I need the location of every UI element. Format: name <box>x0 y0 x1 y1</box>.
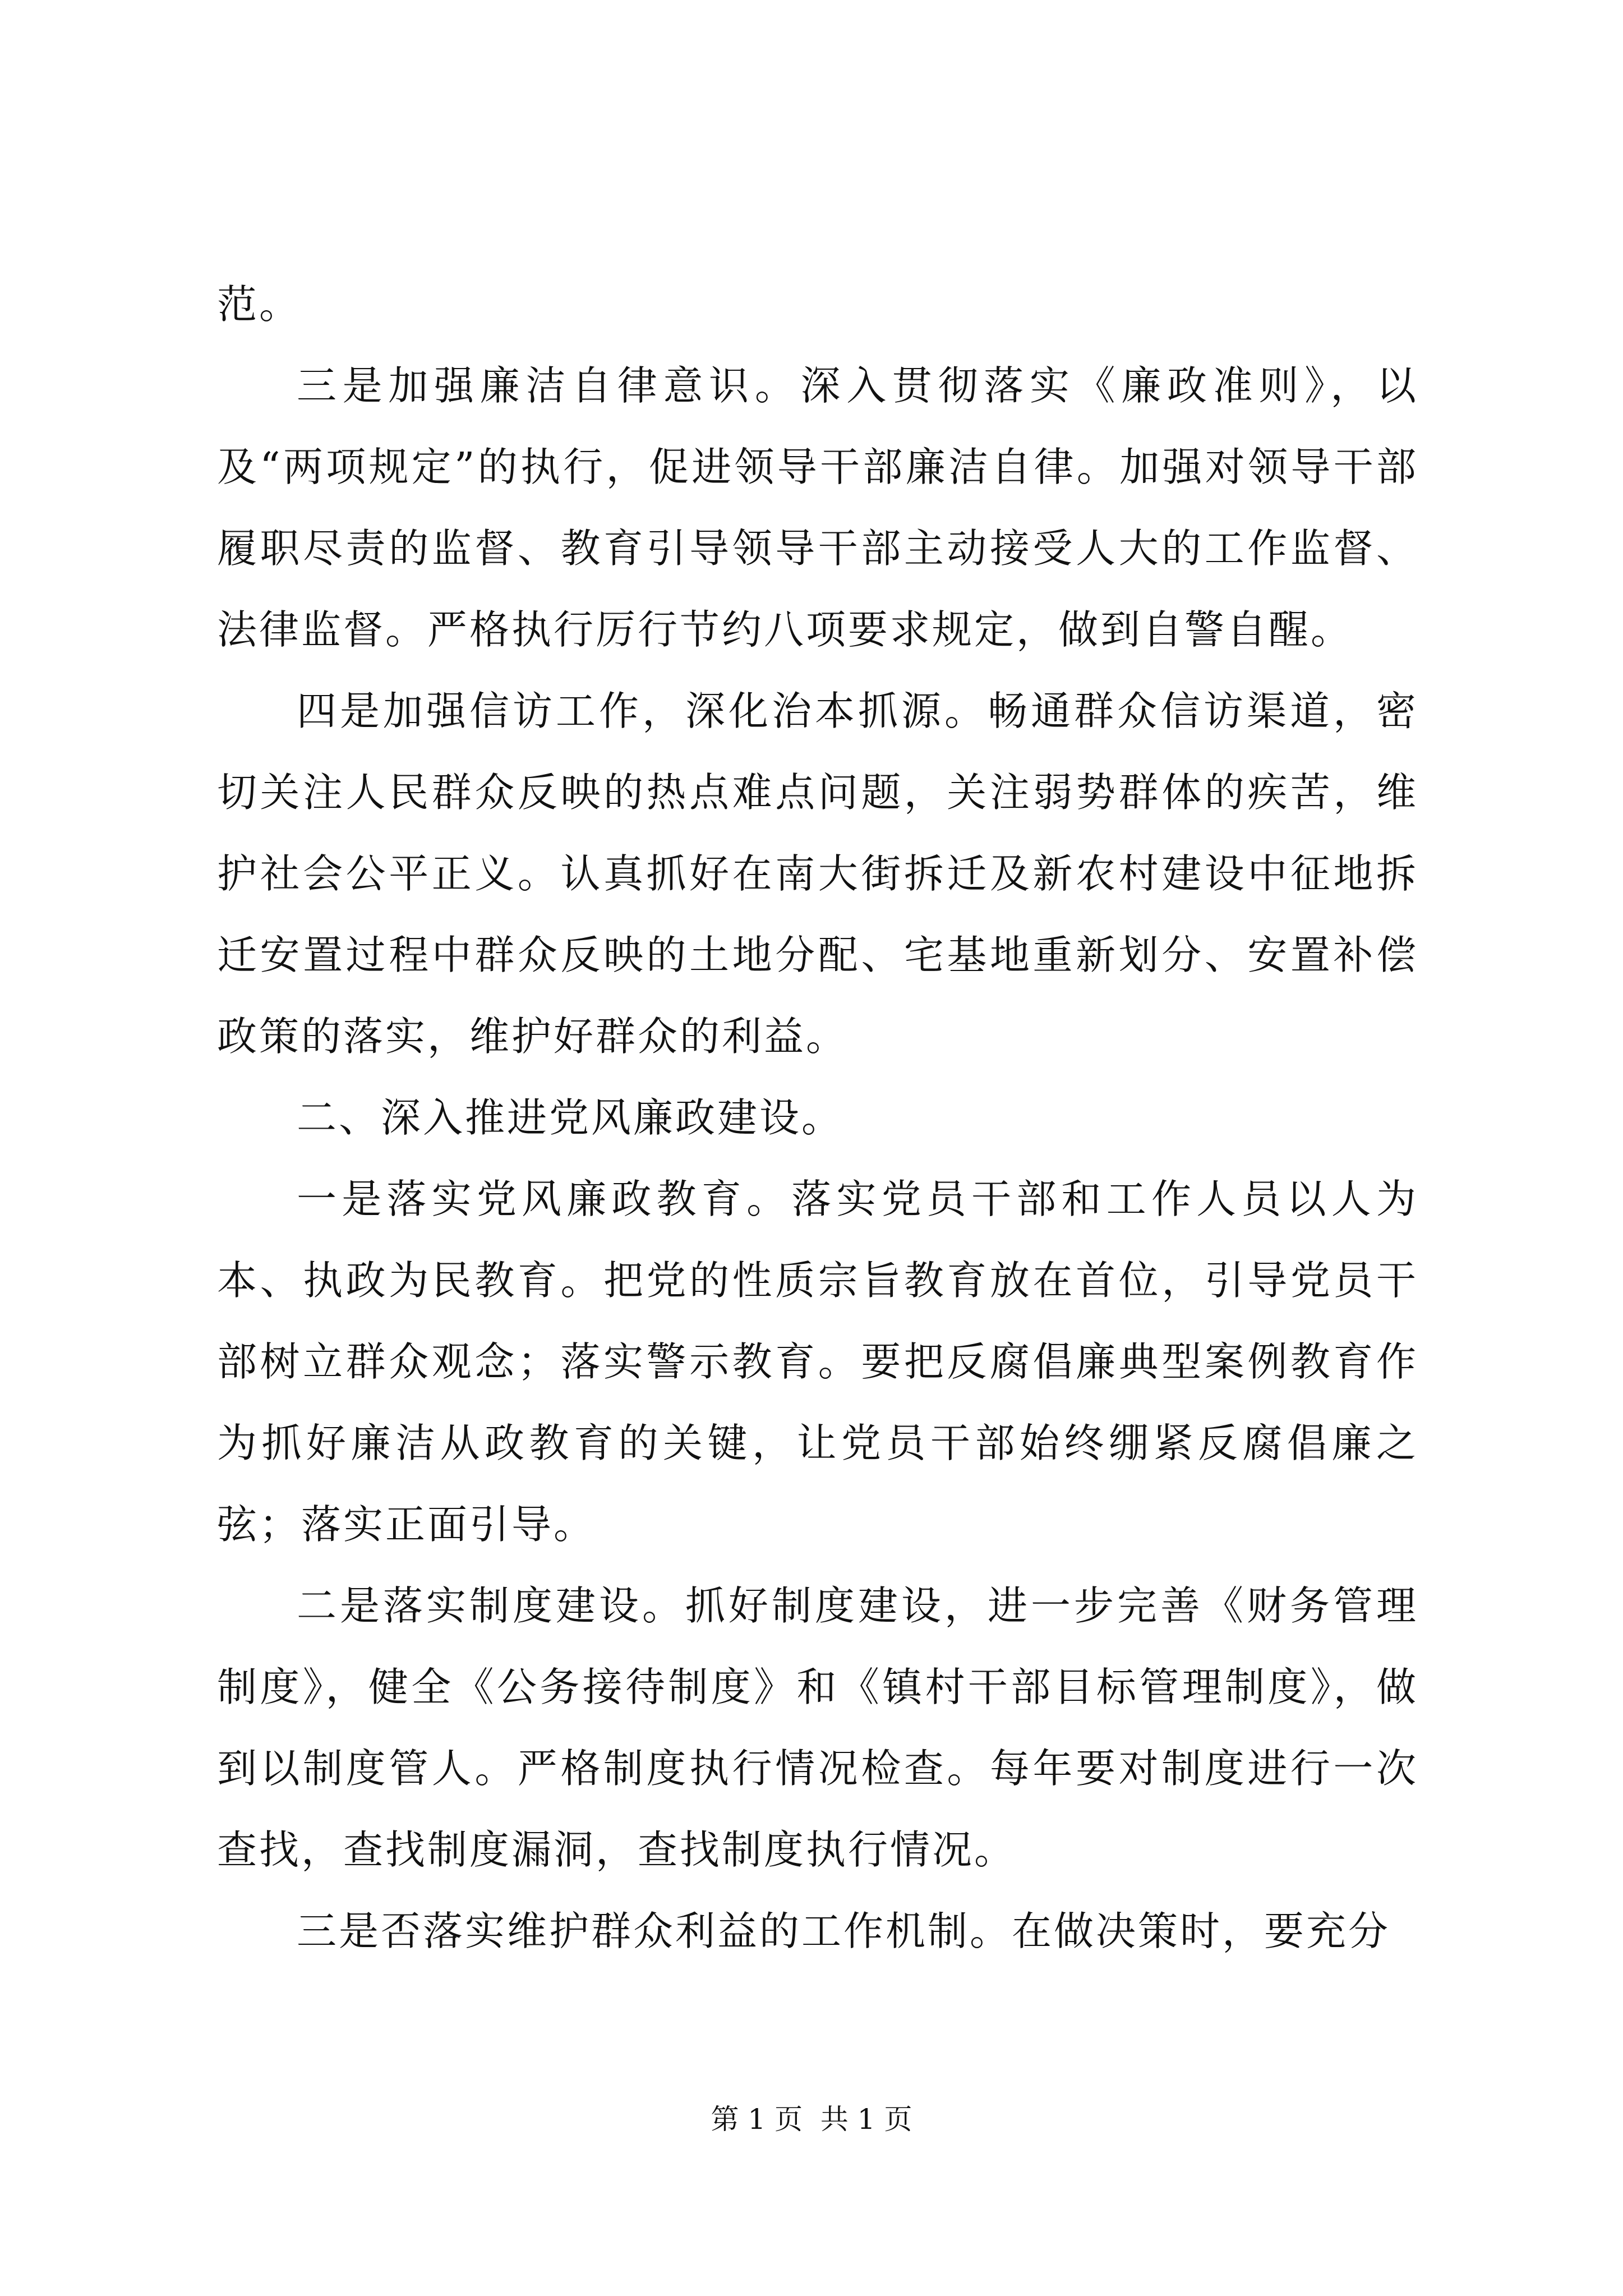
paragraph-integrity-self-discipline: 三是加强廉洁自律意识。深入贯彻落实《廉政准则》，以及“两项规定”的执行，促进领导干部廉洁自律。加强对领导干部履职尽责的监督、教育引导领导干部主动接受人大的工作监督、法律监督。严格执行厉行节约八项要求规定，做到自警自醒。 <box>217 362 1418 653</box>
paragraph-party-education: 一是落实党风廉政教育。落实党员干部和工作人员以人为本、执政为民教育。把党的性质宗旨教育放在首位，引导党员干部树立群众观念；落实警示教育。要把反腐倡廉典型案例教育作为抓好廉洁从政教育的关键，让党员干部始终绷紧反腐倡廉之弦；落实正面引导。 <box>217 1176 1418 1548</box>
document-body <box>217 264 1418 1972</box>
section-heading-party-conduct: 二、深入推进党风廉政建设。 <box>297 1094 844 1141</box>
paragraph-public-interest-mechanism: 三是否落实维护群众利益的工作机制。在做决策时，要充分 <box>297 1908 1391 1954</box>
paragraph-system-building: 二是落实制度建设。抓好制度建设，进一步完善《财务管理制度》，健全《公务接待制度》和《镇村干部目标管理制度》，做到以制度管人。严格制度执行情况检查。每年要对制度进行一次查找，查找制度漏洞，查找制度执行情况。 <box>217 1582 1418 1873</box>
paragraph-continuation: 范。 <box>217 281 302 328</box>
page-footer: 第 1 页 共 1 页 <box>711 2103 912 2136</box>
paragraph-petition-work: 四是加强信访工作，深化治本抓源。畅通群众信访渠道，密切关注人民群众反映的热点难点问题，关注弱势群体的疾苦，维护社会公平正义。认真抓好在南大街拆迁及新农村建设中征地拆迁安置过程中群众反映的土地分配、宅基地重新划分、安置补偿政策的落实，维护好群众的利益。 <box>217 688 1418 1060</box>
